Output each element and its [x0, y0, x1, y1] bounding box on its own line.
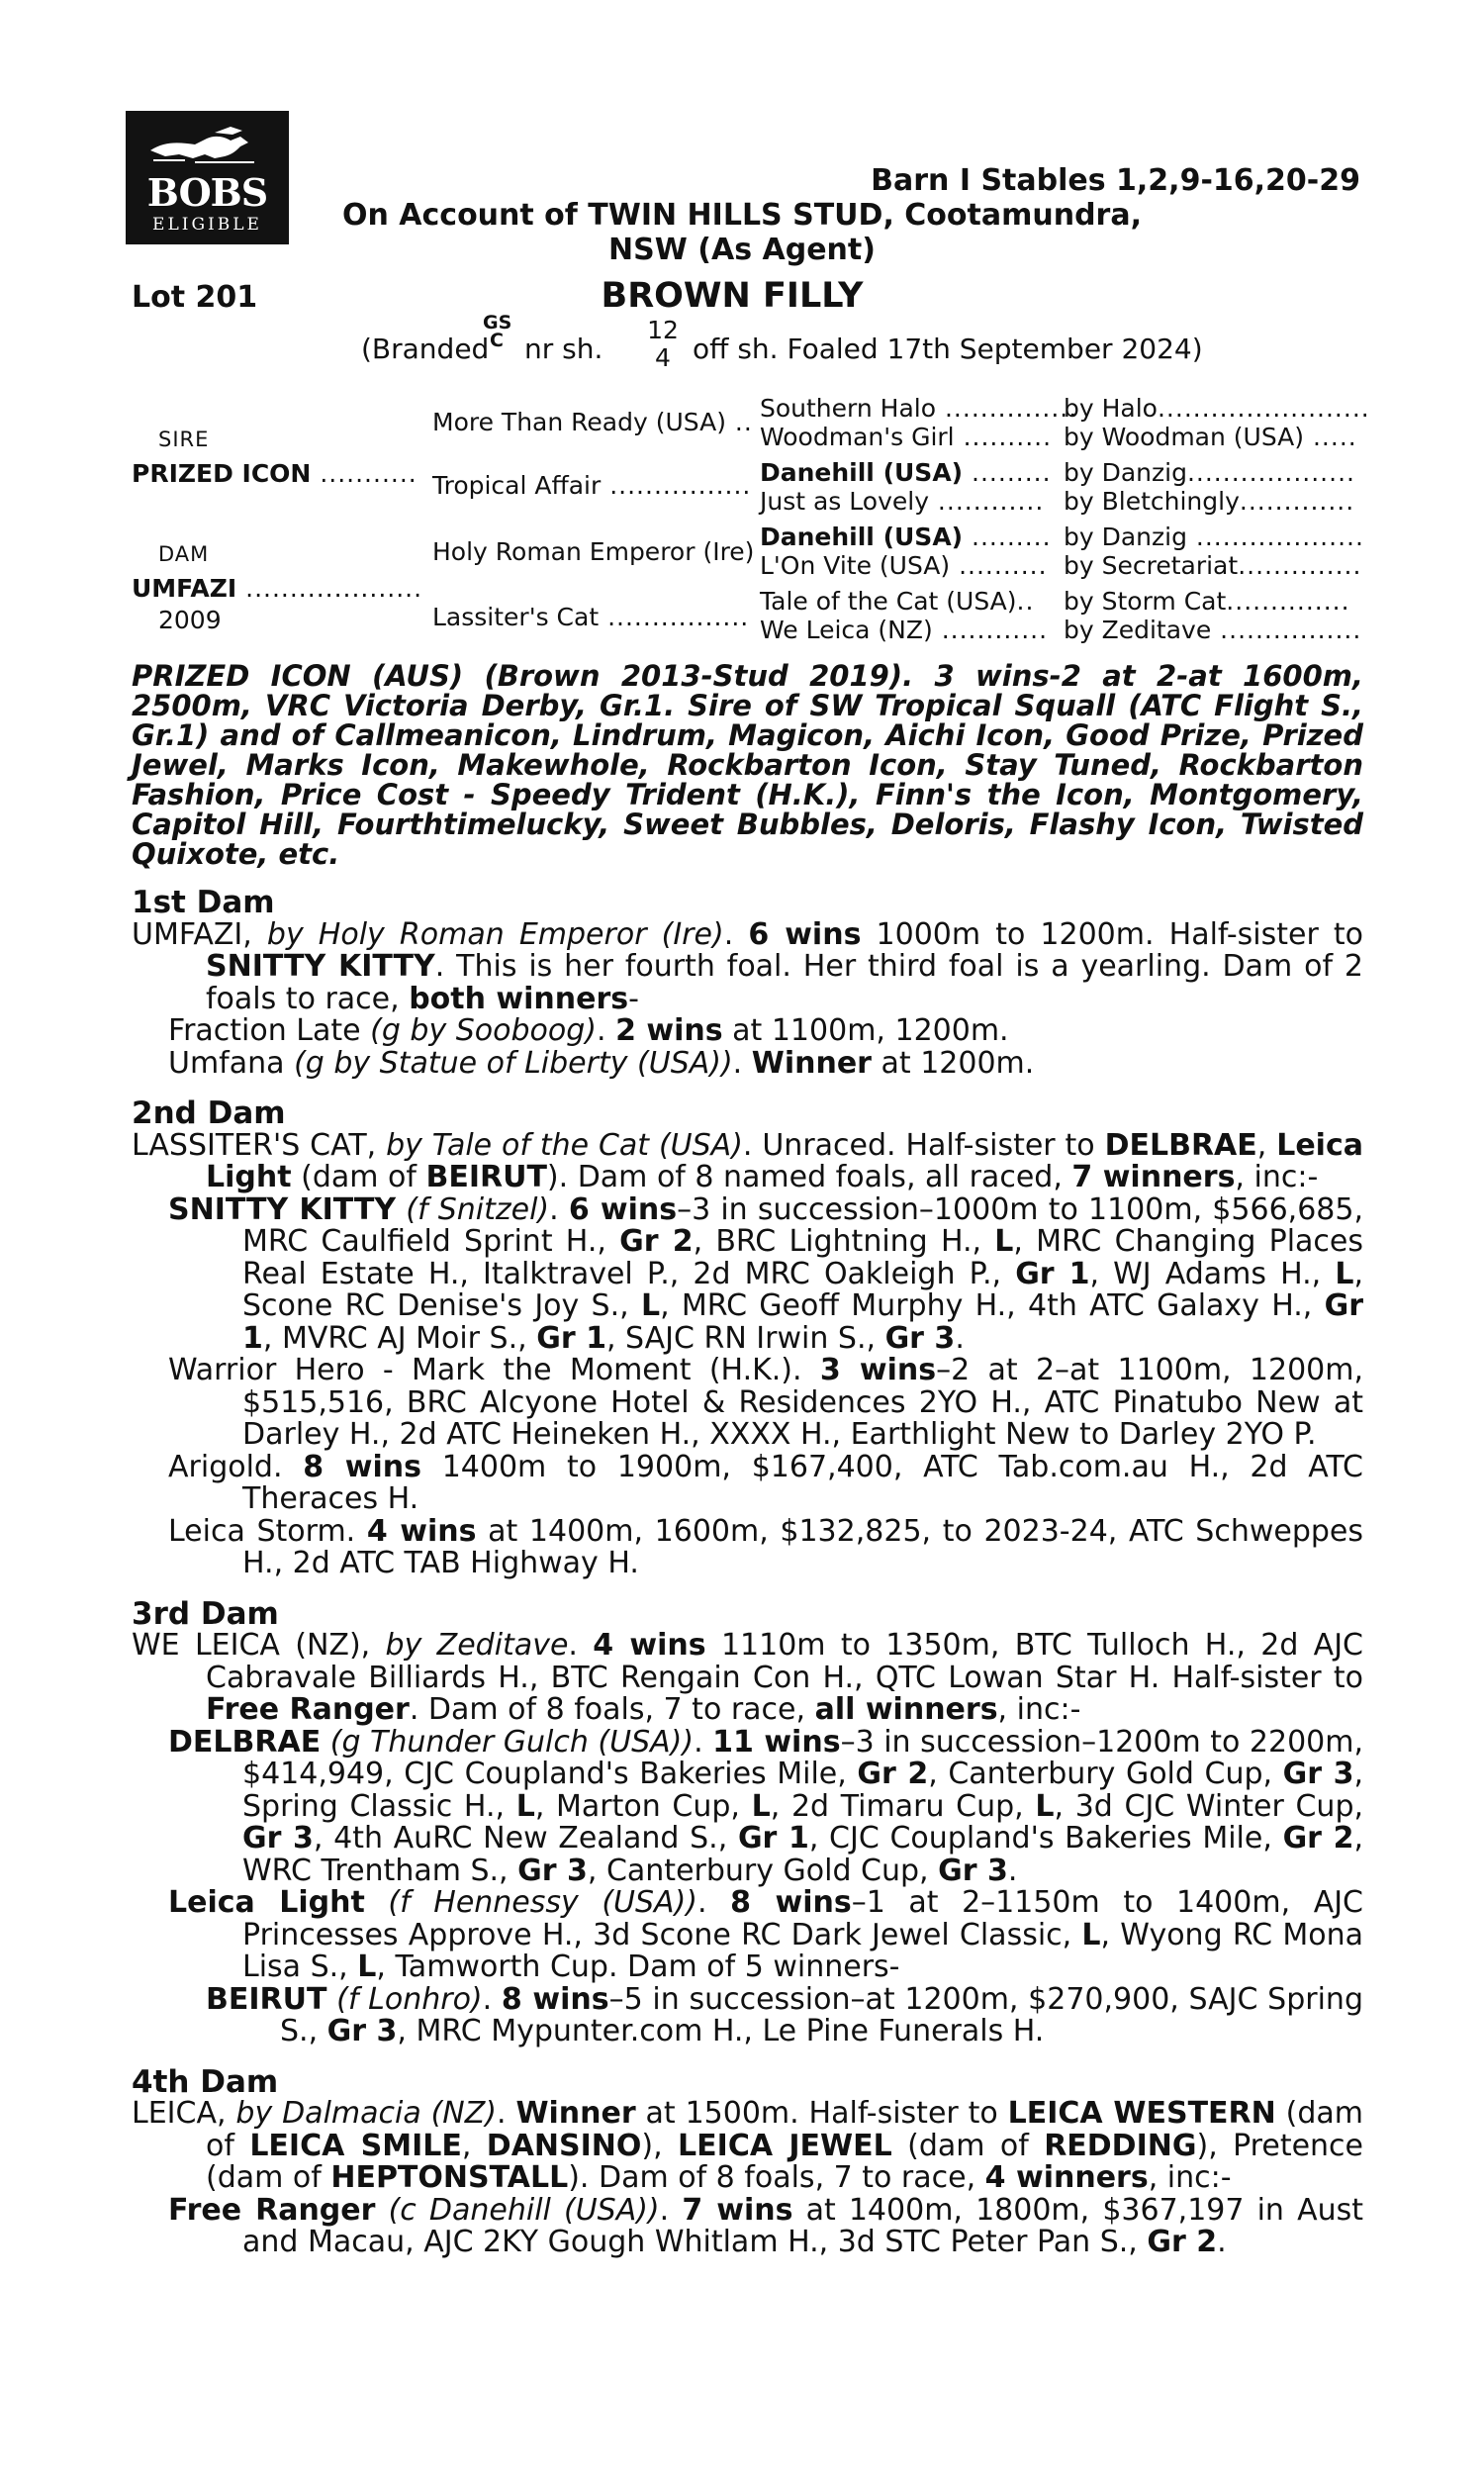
- section-heading-3rd-dam: 3rd Dam: [132, 1595, 279, 1632]
- dam-name: UMFAZI: [132, 574, 237, 603]
- brand-off-side: [645, 317, 681, 372]
- dam4-progeny-1: Free Ranger (c Danehill (USA)). 7 wins at 1400m, 1800m, $367,197 in Aust and Macau, AJC 2KY Gough Whitlam H., 3d STC Peter Pan S., Gr 2.: [168, 2192, 1363, 2259]
- catalogue-page-body: [132, 643, 1363, 2259]
- gen3-row-3: Danehill (USA) .........: [760, 458, 1052, 487]
- gen4-row-4: by Bletchingly.............: [1064, 487, 1355, 516]
- bobs-eligible-logo: [126, 111, 289, 244]
- brand-prefix: (Branded: [361, 333, 490, 365]
- gen3-row-1: Southern Halo ...............: [760, 394, 1078, 423]
- lot-title: BROWN FILLY: [601, 276, 864, 316]
- dam1-progeny-2: Umfana (g by Statue of Liberty (USA)). Winner at 1200m.: [168, 1045, 1035, 1081]
- gen4-row-8: by Zeditave ................: [1064, 616, 1362, 644]
- vendor-line-1: On Account of TWIN HILLS STUD, Cootamundra,: [341, 198, 1142, 233]
- vendor-line-2: NSW (As Agent): [608, 233, 876, 267]
- horse-racing-icon: [145, 121, 269, 168]
- gen3-row-8: We Leica (NZ) ............: [760, 616, 1049, 644]
- sire-sire: More Than Ready (USA) ..: [432, 408, 753, 436]
- dam3-grandprogeny-1: BEIRUT (f Lonhro). 8 wins–5 in succession–at 1200m, $270,900, SAJC Spring S., Gr 3, MRC Mypunter.com H., Le Pine Funerals H.: [206, 1981, 1363, 2048]
- brand-near-side: [483, 314, 510, 349]
- sire-description: PRIZED ICON (AUS) (Brown 2013-Stud 2019). 3 wins-2 at 2-at 1600m, 2500m, VRC Victoria Derby, Gr.1. Sire of SW Tropical Squall (ATC Flight S., Gr.1) and of Callmeanicon, Lindrum, Magicon, Aichi Icon, Good Prize, Prized Jewel, Marks Icon, Makewhole, Rockbarton Icon, Stay Tuned, Rockbarton Fashion, Price Cost - Speedy Trident (H.K.), Finn's the Icon, Montgomery, Capitol Hill, Fourthtimelucky, Sweet Bubbles, Deloris, Flashy Icon, Twisted Quixote, etc.: [132, 659, 1363, 871]
- section-heading-4th-dam: 4th Dam: [132, 2063, 279, 2100]
- dam-row: UMFAZI ....................: [132, 574, 423, 603]
- sire-name: PRIZED ICON: [132, 459, 312, 488]
- gen4-row-6: by Secretariat..............: [1064, 551, 1362, 580]
- dam3-progeny-2: Leica Light (f Hennessy (USA)). 8 wins–1 at 2–1150m to 1400m, AJC Princesses Approve H., 3d Scone RC Dark Jewel Classic, L, Wyong RC Mona Lisa S., L, Tamworth Cup. Dam of 5 winners-: [168, 1885, 1364, 1984]
- dam-year: 2009: [158, 606, 222, 634]
- dam2-progeny-2: Warrior Hero - Mark the Moment (H.K.). 3 wins–2 at 2–at 1100m, 1200m, $515,516, BRC Alcyone Hotel & Residences 2YO H., ATC Pinatubo New at Darley H., 2d ATC Heineken H., XXXX H., Earthlight New to Darley 2YO P.: [168, 1353, 1363, 1452]
- gen3-row-4: Just as Lovely ............: [760, 487, 1045, 516]
- brand-suffix-foaled: off sh. Foaled 17th September 2024): [693, 333, 1203, 365]
- dam3-paragraph: WE LEICA (NZ), by Zeditave. 4 wins 1110m to 1350m, BTC Tulloch H., 2d AJC Cabravale Billiards H., BTC Rengain Con H., QTC Lowan Star H. Half-sister to Free Ranger. Dam of 8 foals, 7 to race, all winners, inc:-: [132, 1628, 1364, 1727]
- dam3-progeny-1: DELBRAE (g Thunder Gulch (USA)). 11 wins–3 in succession–1200m to 2200m, $414,949, CJC Coupland's Bakeries Mile, Gr 2, Canterbury Gold Cup, Gr 3, Spring Classic H., L, Marton Cup, L, 2d Timaru Cup, L, 3d CJC Winter Cup, Gr 3, 4th AuRC New Zealand S., Gr 1, CJC Coupland's Bakeries Mile, Gr 2, WRC Trentham S., Gr 3, Canterbury Gold Cup, Gr 3.: [168, 1724, 1364, 1888]
- brand-near-sub: C: [490, 330, 504, 351]
- brand-off-top: 12: [647, 316, 679, 344]
- dam1-progeny-1: Fraction Late (g by Sooboog). 2 wins at 1100m, 1200m.: [168, 1013, 1009, 1048]
- dam2-progeny-4: Leica Storm. 4 wins at 1400m, 1600m, $132,825, to 2023-24, ATC Schweppes H., 2d ATC TAB Highway H.: [168, 1513, 1364, 1580]
- gen4-row-1: by Halo........................: [1064, 394, 1370, 423]
- brand-off-bottom: 4: [655, 343, 671, 372]
- brand-near-letters: GS: [483, 312, 512, 333]
- dam2-progeny-3: Arigold. 8 wins 1400m to 1900m, $167,400, ATC Tab.com.au H., 2d ATC Theraces H.: [168, 1449, 1363, 1516]
- dam2-progeny-1: SNITTY KITTY (f Snitzel). 6 wins–3 in succession–1000m to 1100m, $566,685, MRC Caulfield Sprint H., Gr 2, BRC Lightning H., L, MRC Changing Places Real Estate H., Italktravel P., 2d MRC Oakleigh P., Gr 1, WJ Adams H., L, Scone RC Denise's Joy S., L, MRC Geoff Murphy H., 4th ATC Galaxy H., Gr 1, MVRC AJ Moir S., Gr 1, SAJC RN Irwin S., Gr 3.: [168, 1191, 1363, 1356]
- gen4-row-5: by Danzig ...................: [1064, 523, 1364, 551]
- gen3-row-7: Tale of the Cat (USA)..: [760, 587, 1035, 616]
- brand-near-label: nr sh.: [524, 333, 603, 365]
- dam-label: DAM: [158, 542, 210, 566]
- dam-sire: Holy Roman Emperor (Ire): [432, 537, 755, 566]
- barn-location: Barn I Stables 1,2,9-16,20-29: [871, 163, 1360, 198]
- gen3-row-5: Danehill (USA) .........: [760, 523, 1052, 551]
- dam4-paragraph: LEICA, by Dalmacia (NZ). Winner at 1500m. Half-sister to LEICA WESTERN (dam of LEICA SMILE, DANSINO), LEICA JEWEL (dam of REDDING), Pretence (dam of HEPTONSTALL). Dam of 8 foals, 7 to race, 4 winners, inc:-: [132, 2096, 1363, 2195]
- lot-number: Lot 201: [132, 280, 258, 315]
- logo-text-sub: ELIGIBLE: [152, 215, 262, 235]
- sire-dam: Tropical Affair ................: [432, 471, 752, 500]
- gen4-row-2: by Woodman (USA) .....: [1064, 423, 1357, 451]
- logo-text-main: BOBS: [146, 170, 268, 215]
- gen4-row-7: by Storm Cat..............: [1064, 587, 1350, 616]
- dam-dam: Lassiter's Cat ................: [432, 603, 750, 631]
- sire-label: SIRE: [158, 428, 210, 451]
- gen3-row-2: Woodman's Girl ..........: [760, 423, 1053, 451]
- section-heading-1st-dam: 1st Dam: [132, 885, 275, 920]
- dam1-paragraph: UMFAZI, by Holy Roman Emperor (Ire). 6 wins 1000m to 1200m. Half-sister to SNITTY KITTY. This is her fourth foal. Her third foal is a yearling. Dam of 2 foals to race, both winners-: [132, 916, 1364, 1016]
- gen4-row-3: by Danzig...................: [1064, 458, 1355, 487]
- sire-row: PRIZED ICON ...........: [132, 459, 417, 488]
- section-heading-2nd-dam: 2nd Dam: [132, 1095, 286, 1131]
- dam2-paragraph: LASSITER'S CAT, by Tale of the Cat (USA). Unraced. Half-sister to DELBRAE, Leica Light (dam of BEIRUT). Dam of 8 named foals, all raced, 7 winners, inc:-: [132, 1127, 1363, 1194]
- gen3-row-6: L'On Vite (USA) ..........: [760, 551, 1048, 580]
